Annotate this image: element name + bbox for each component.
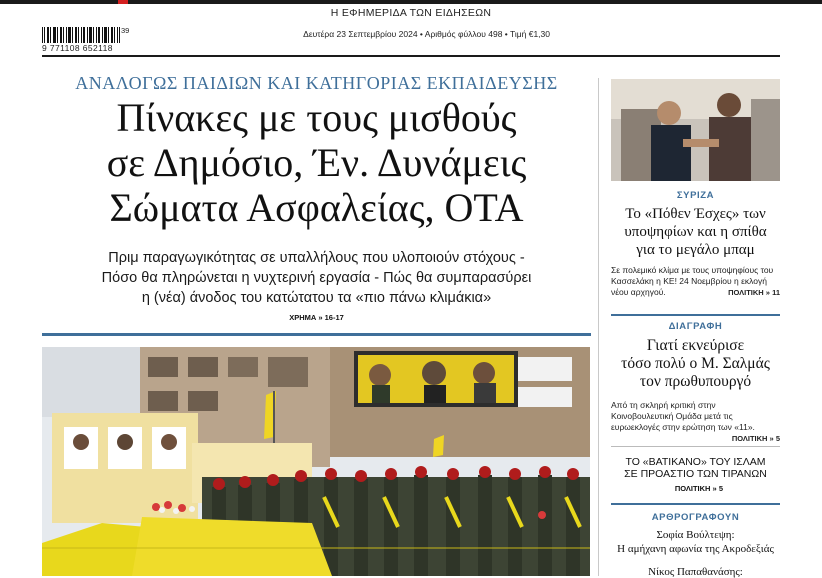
lead-kicker: ΑΝΑΛΟΓΩΣ ΠΑΙΔΙΩΝ ΚΑΙ ΚΑΤΗΓΟΡΙΑΣ ΕΚΠΑΙΔΕΥΣΗΣ [75, 73, 558, 93]
opinion-author[interactable]: Νίκος Παπαθανάσης: [648, 566, 743, 578]
story-text: Από τη σκληρή κριτική στην Κοινοβουλευτική Ομάδα μετά τις ευρωεκλογές στην ερώτηση των «11». [611, 400, 755, 432]
headline-line: τον πρωθυπουργό [639, 373, 752, 390]
masthead-tagline: Η ΕΦΗΜΕΡΙΔΑ ΤΩΝ ΕΙΔΗΣΕΩΝ [330, 7, 492, 19]
lead-subhead-line: Πόσο θα πληρώνεται η νυχτερινή εργασία - Πώς θα συμπαρασύρει [101, 270, 532, 286]
funeral-photo [42, 347, 590, 576]
top-rule [42, 55, 780, 57]
lead-headline-line: σε Δημόσιο, Έν. Δυνάμεις [106, 140, 527, 185]
headline-line: τόσο πολύ ο Μ. Σαλμάς [621, 355, 770, 372]
story-page-ref[interactable]: ΠΟΛΙΤΙΚΗ » 11 [728, 288, 780, 297]
section-label-diagrafi: ΔΙΑΓΡΑΦΗ [668, 321, 723, 332]
headline-line: Γιατί εκνεύρισε [646, 337, 745, 354]
story-headline-salmas[interactable] [611, 337, 780, 391]
lead-subhead-line: η (νέα) άνοδος του κατώτατου τα «πιο πάνω κλιμάκια» [141, 290, 492, 306]
opinion-title[interactable]: Η αμήχανη αφωνία της Ακροδεξιάς [617, 543, 774, 555]
headline-line: ΣΕ ΠΡΟΑΣΤΙΟ ΤΩΝ ΤΙΡΑΝΩΝ [624, 468, 767, 480]
side-rule [611, 503, 780, 505]
story-page-ref[interactable]: ΠΟΛΙΤΙΚΗ » 5 [674, 484, 723, 493]
barcode-number: 9 771108 652118 [42, 43, 113, 53]
headline-line: για το μεγάλο μπαμ [636, 242, 755, 258]
section-rule [42, 333, 591, 336]
side-rule [611, 314, 780, 316]
headline-line: Το «Πόθεν Έσχες» των [625, 206, 766, 222]
lead-subhead-line: Πριμ παραγωγικότητας σε υπαλλήλους που υλοποιούν στόχους - [108, 250, 525, 266]
barcode-issue: 39 [121, 26, 130, 35]
headline-line: υποψηφίων και η σπίθα [624, 224, 767, 240]
headline-line: ΤΟ «ΒΑΤΙΚΑΝΟ» ΤΟΥ ΙΣΛΑΜ [625, 456, 766, 468]
story-headline-syriza[interactable] [611, 205, 780, 259]
side-divider [611, 446, 780, 447]
column-divider [598, 78, 599, 576]
story-page-ref[interactable]: ΠΟΛΙΤΙΚΗ » 5 [731, 434, 780, 443]
masthead-accent [118, 0, 128, 4]
lead-headline[interactable] [42, 95, 591, 230]
lead-page-ref[interactable]: ΧΡΗΜΑ » 16-17 [289, 313, 344, 322]
lead-headline-line: Σώματα Ασφαλείας, ΟΤΑ [109, 185, 524, 230]
section-label-opinion: ΑΡΘΡΟΓΡΑΦΟΥΝ [651, 512, 740, 523]
story-body-salmas [611, 400, 780, 444]
story-body-syriza [611, 265, 780, 298]
lead-subhead [52, 248, 581, 308]
dateline: Δευτέρα 23 Σεπτεμβρίου 2024 • Αριθμός φύλλου 498 • Τιμή €1,30 [303, 29, 550, 39]
lead-headline-line: Πίνακες με τους μισθούς [116, 95, 517, 140]
story-headline-vatican[interactable] [611, 456, 780, 480]
opinion-author[interactable]: Σοφία Βούλτεψη: [656, 529, 735, 541]
story-text: Σε πολεμικό κλίμα με τους υποψηφίους του Κασσελάκη η ΚΕ! 24 Νοεμβρίου η εκλογή νέου αρχηγού. [611, 265, 774, 297]
syriza-photo [611, 79, 780, 181]
section-label-syriza: ΣΥΡΙΖΑ [676, 190, 715, 201]
